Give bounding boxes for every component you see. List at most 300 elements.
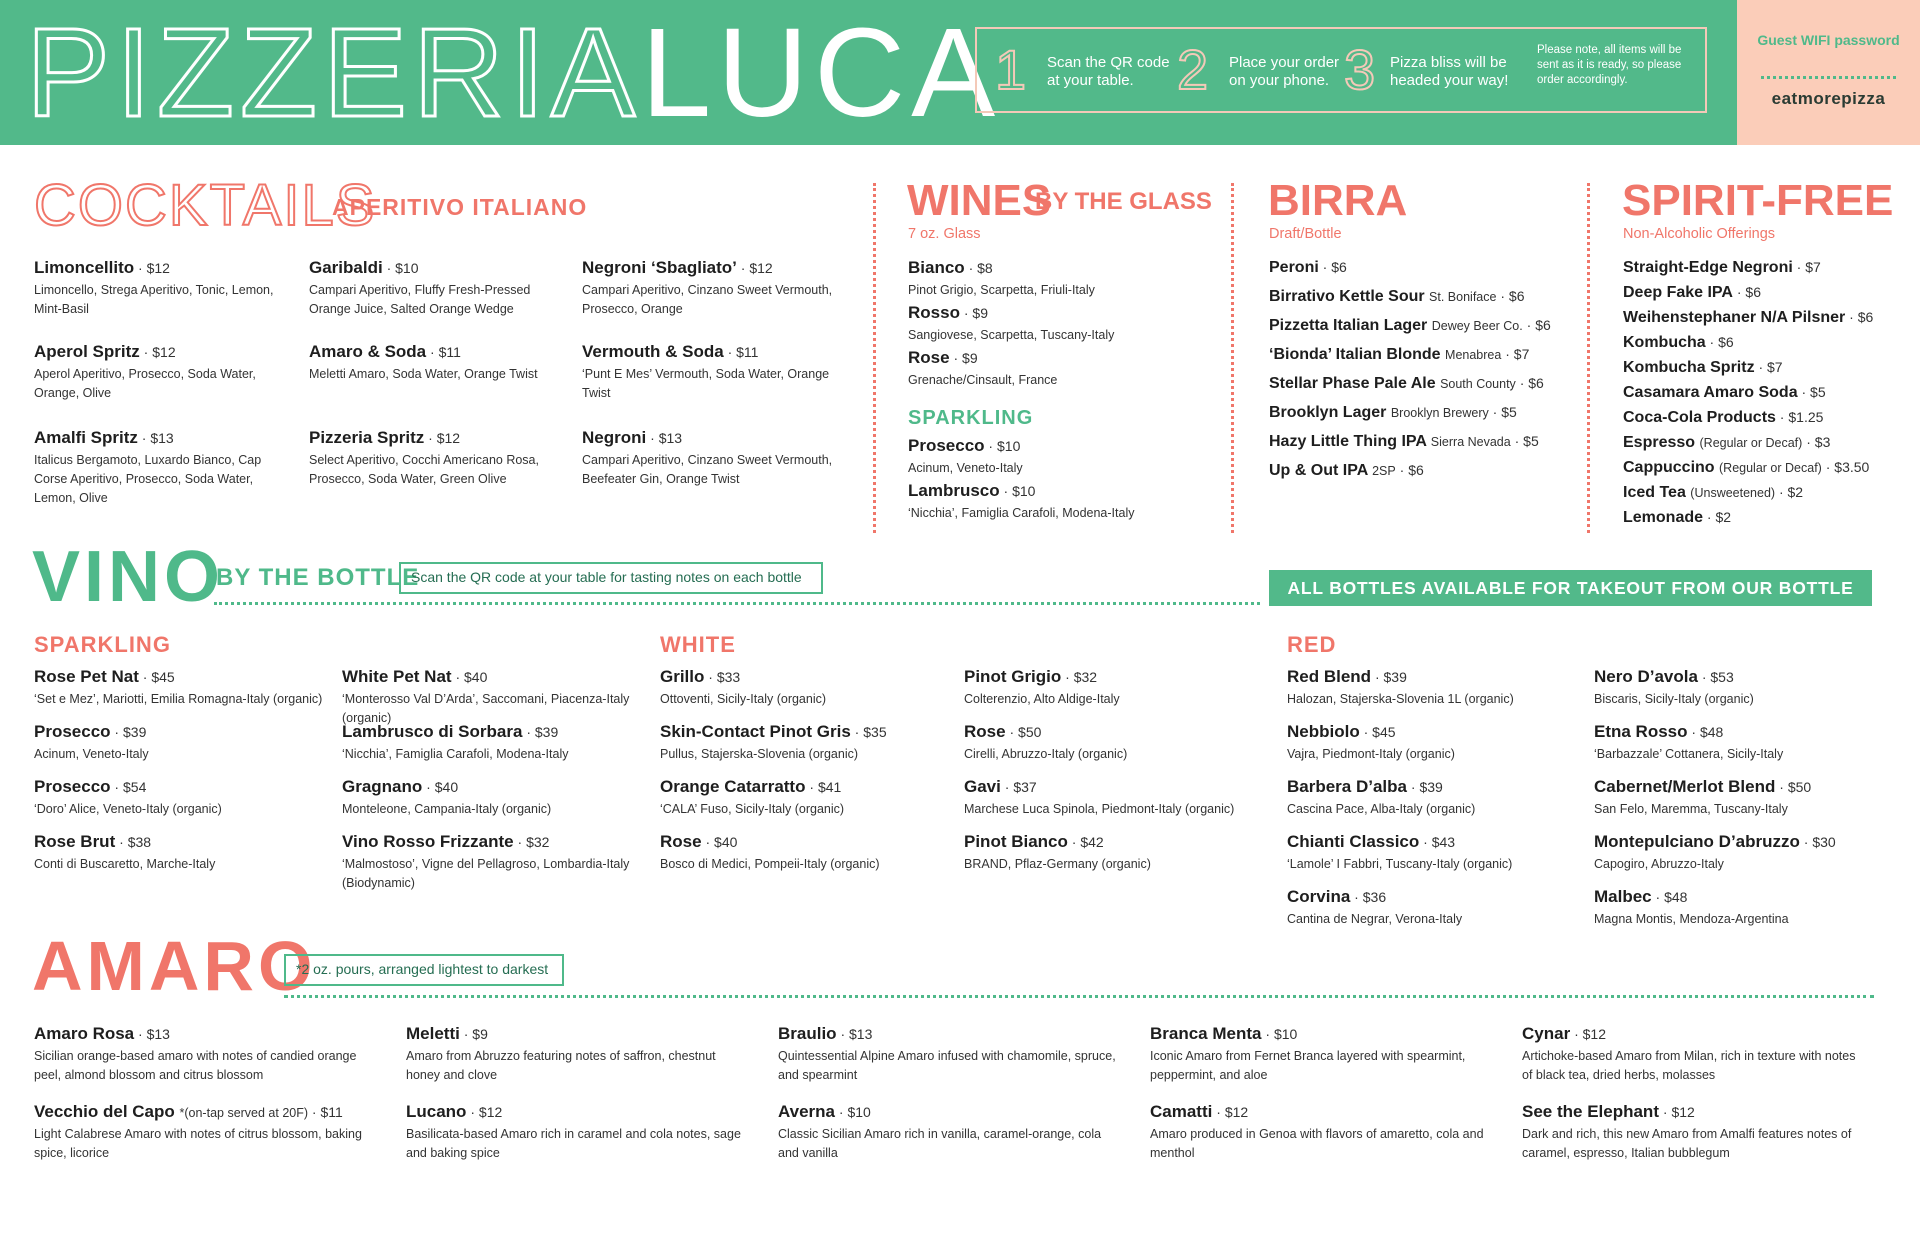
bottle-item bbox=[660, 777, 960, 819]
item-name: Rose bbox=[908, 348, 950, 367]
item-name-line bbox=[964, 777, 1264, 797]
price-separator: · bbox=[984, 438, 997, 454]
spirit-free-item bbox=[1623, 359, 1913, 377]
item-price: $40 bbox=[434, 779, 459, 795]
bottle-item bbox=[342, 722, 642, 764]
amaro-item bbox=[406, 1024, 746, 1085]
item-price: $6 bbox=[1331, 259, 1347, 275]
wine-sparkling-item bbox=[908, 436, 1228, 478]
item-name-line bbox=[1269, 317, 1579, 335]
amaro-item bbox=[1150, 1024, 1490, 1085]
item-name-line bbox=[1623, 509, 1913, 527]
item-name: Lambrusco bbox=[908, 481, 1000, 500]
price-separator: · bbox=[1775, 409, 1789, 425]
item-name: Braulio bbox=[778, 1024, 837, 1043]
amaro-item bbox=[34, 1024, 374, 1085]
item-price: $12 bbox=[152, 344, 176, 360]
amaro-note: *2 oz. pours, arranged lightest to darkest bbox=[284, 954, 564, 986]
price-separator: · bbox=[1651, 889, 1665, 905]
item-name-line bbox=[1623, 334, 1913, 352]
spirit-free-item bbox=[1623, 309, 1913, 327]
item-name: Birrativo Kettle Sour bbox=[1269, 288, 1425, 305]
item-description: Amaro produced in Genoa with flavors of amaretto, cola and menthol bbox=[1150, 1127, 1484, 1160]
item-name: Kombucha Spritz bbox=[1623, 359, 1755, 376]
item-name-line bbox=[1623, 434, 1913, 452]
item-name: Coca-Cola Products bbox=[1623, 409, 1776, 426]
price-separator: · bbox=[964, 260, 978, 276]
item-price: $33 bbox=[716, 669, 741, 685]
item-description: BRAND, Pflaz-Germany (organic) bbox=[964, 857, 1151, 871]
item-name-line bbox=[406, 1024, 746, 1044]
divider bbox=[284, 995, 1874, 998]
amaro-item bbox=[1522, 1102, 1862, 1163]
item-price: $1.25 bbox=[1788, 409, 1824, 425]
item-price: $12 bbox=[1224, 1104, 1249, 1120]
item-name: Iced Tea bbox=[1623, 484, 1686, 501]
item-price: $39 bbox=[1419, 779, 1443, 795]
wifi-password: eatmorepizza bbox=[1771, 89, 1886, 108]
item-description: Select Aperitivo, Cocchi Americano Rosa, Prosecco, Soda Water, Green Olive bbox=[309, 453, 539, 486]
bottle-item bbox=[1594, 887, 1894, 929]
price-separator: · bbox=[723, 344, 737, 360]
takeout-banner: ALL BOTTLES AVAILABLE FOR TAKEOUT FROM OUR BOTTLE SHOP bbox=[1269, 570, 1872, 606]
wines-sparkling-title: SPARKLING bbox=[908, 407, 1034, 429]
item-name-line bbox=[908, 258, 1228, 278]
price-separator: · bbox=[736, 260, 750, 276]
item-name: Cabernet/Merlot Blend bbox=[1594, 777, 1776, 796]
price-separator: · bbox=[134, 1026, 147, 1042]
item-name-line bbox=[34, 777, 334, 797]
item-name: Amalfi Spritz bbox=[34, 428, 138, 447]
item-name: Barbera D’alba bbox=[1287, 777, 1407, 796]
item-extra: (Regular or Decaf) bbox=[1699, 436, 1803, 450]
price-separator: · bbox=[1775, 484, 1788, 500]
cocktail-item bbox=[309, 258, 569, 319]
item-description: Campari Aperitivo, Cinzano Sweet Vermouth, Beefeater Gin, Orange Twist bbox=[582, 453, 833, 486]
price-separator: · bbox=[704, 669, 717, 685]
price-separator: · bbox=[1407, 779, 1420, 795]
amaro-item bbox=[1150, 1102, 1490, 1163]
item-name: Montepulciano D’abruzzo bbox=[1594, 832, 1800, 851]
price-separator: · bbox=[1658, 1104, 1672, 1120]
item-name: Gavi bbox=[964, 777, 1001, 796]
cocktail-item bbox=[582, 258, 842, 319]
item-name-line bbox=[1287, 777, 1587, 797]
item-description: ‘CALA’ Fuso, Sicily-Italy (organic) bbox=[660, 802, 845, 816]
bottle-item bbox=[342, 667, 642, 728]
item-description: Meletti Amaro, Soda Water, Orange Twist bbox=[309, 367, 538, 381]
item-name: Garibaldi bbox=[309, 258, 383, 277]
item-description: Monteleone, Campania-Italy (organic) bbox=[342, 802, 552, 816]
item-name-line bbox=[582, 428, 842, 448]
qr-note: Scan the QR code at your table for tasting notes on each bottle bbox=[399, 562, 823, 594]
bottle-item bbox=[964, 832, 1264, 874]
item-name-line bbox=[964, 832, 1264, 852]
price-separator: · bbox=[1792, 259, 1806, 275]
item-name: Etna Rosso bbox=[1594, 722, 1688, 741]
bottle-item bbox=[660, 832, 960, 874]
item-price: $48 bbox=[1699, 724, 1724, 740]
item-name: Red Blend bbox=[1287, 667, 1372, 686]
price-separator: · bbox=[1845, 309, 1858, 325]
item-name-line bbox=[964, 722, 1264, 742]
divider bbox=[873, 183, 876, 533]
item-name-line bbox=[34, 1024, 374, 1044]
bottle-item bbox=[34, 667, 334, 709]
price-separator: · bbox=[522, 724, 535, 740]
item-description: Iconic Amaro from Fernet Branca layered with spearmint, peppermint, and aloe bbox=[1150, 1049, 1466, 1082]
item-name: White Pet Nat bbox=[342, 667, 452, 686]
item-name-line bbox=[34, 428, 294, 448]
price-separator: · bbox=[1775, 779, 1788, 795]
item-name: Negroni bbox=[582, 428, 647, 447]
item-name-line bbox=[1269, 433, 1579, 451]
bottle-item bbox=[1287, 722, 1587, 764]
wine-sparkling-item bbox=[908, 481, 1228, 523]
item-name-line bbox=[1269, 259, 1579, 277]
item-name-line bbox=[660, 667, 960, 687]
item-description: Halozan, Stajerska-Slovenia 1L (organic) bbox=[1287, 692, 1514, 706]
item-extra: Brooklyn Brewery bbox=[1390, 406, 1489, 420]
item-name-line bbox=[34, 832, 334, 852]
item-name-line bbox=[1623, 409, 1913, 427]
step-number: 3 bbox=[1344, 38, 1376, 101]
item-price: $2 bbox=[1715, 509, 1732, 525]
item-name: Branca Menta bbox=[1150, 1024, 1262, 1043]
price-separator: · bbox=[308, 1104, 321, 1120]
bottle-item bbox=[660, 667, 960, 709]
item-name: Prosecco bbox=[908, 436, 985, 455]
item-price: $3 bbox=[1814, 434, 1831, 450]
item-name: Rose bbox=[660, 832, 702, 851]
item-price: $39 bbox=[123, 724, 147, 740]
item-description: Pullus, Stajerska-Slovenia (organic) bbox=[660, 747, 859, 761]
item-price: $12 bbox=[749, 260, 773, 276]
price-separator: · bbox=[835, 1104, 848, 1120]
item-name: Chianti Classico bbox=[1287, 832, 1420, 851]
item-name: Stellar Phase Pale Ale bbox=[1269, 375, 1436, 392]
item-name: Vecchio del Capo bbox=[34, 1102, 175, 1121]
item-description: Amaro from Abruzzo featuring notes of saffron, chestnut honey and clove bbox=[406, 1049, 716, 1082]
cocktail-item bbox=[34, 428, 294, 508]
item-name-line bbox=[1623, 459, 1913, 477]
item-price: $45 bbox=[1372, 724, 1396, 740]
item-name-line bbox=[908, 348, 1228, 368]
divider bbox=[1231, 183, 1234, 533]
price-separator: · bbox=[1005, 724, 1019, 740]
spirit-free-item bbox=[1623, 259, 1913, 277]
item-name: Limoncellito bbox=[34, 258, 135, 277]
item-name-line bbox=[1623, 259, 1913, 277]
spirit-free-item bbox=[1623, 484, 1913, 502]
cocktail-item bbox=[582, 428, 842, 489]
item-name: Grillo bbox=[660, 667, 705, 686]
bottle-item bbox=[1287, 667, 1587, 709]
item-description: Marchese Luca Spinola, Piedmont-Italy (organic) bbox=[964, 802, 1235, 816]
item-description: Magna Montis, Mendoza-Argentina bbox=[1594, 912, 1789, 926]
item-price: $7 bbox=[1767, 359, 1783, 375]
price-separator: · bbox=[949, 350, 963, 366]
price-separator: · bbox=[999, 483, 1013, 499]
item-price: $10 bbox=[1012, 483, 1036, 499]
price-separator: · bbox=[1705, 334, 1719, 350]
price-separator: · bbox=[1570, 1026, 1583, 1042]
item-price: $37 bbox=[1013, 779, 1037, 795]
item-name-line bbox=[342, 832, 642, 852]
price-separator: · bbox=[1510, 433, 1524, 449]
item-name: Vino Rosso Frizzante bbox=[342, 832, 514, 851]
spirit-free-title: SPIRIT-FREE bbox=[1622, 176, 1894, 225]
logo bbox=[26, 2, 1002, 143]
item-name-line bbox=[1269, 404, 1579, 422]
cocktails-title: COCKTAILS bbox=[34, 173, 377, 238]
item-description: Ottoventi, Sicily-Italy (organic) bbox=[660, 692, 827, 706]
item-description: Cantina de Negrar, Verona-Italy bbox=[1287, 912, 1463, 926]
item-price: $6 bbox=[1857, 309, 1874, 325]
item-name: Skin-Contact Pinot Gris bbox=[660, 722, 851, 741]
item-price: $8 bbox=[977, 260, 993, 276]
price-separator: · bbox=[426, 344, 439, 360]
item-name: Up & Out IPA bbox=[1269, 462, 1368, 479]
item-name: Espresso bbox=[1623, 434, 1696, 451]
item-price: $39 bbox=[1383, 669, 1407, 685]
item-description: Limoncello, Strega Aperitivo, Tonic, Lemon, Mint-Basil bbox=[34, 283, 274, 316]
item-description: Biscaris, Sicily-Italy (organic) bbox=[1594, 692, 1754, 706]
item-price: $12 bbox=[478, 1104, 503, 1120]
item-name-line bbox=[1522, 1024, 1862, 1044]
bottle-item bbox=[1594, 722, 1894, 764]
beer-item bbox=[1269, 346, 1579, 364]
item-name: Camatti bbox=[1150, 1102, 1213, 1121]
spirit-free-item bbox=[1623, 284, 1913, 302]
item-name: Pinot Grigio bbox=[964, 667, 1062, 686]
amaro-item bbox=[34, 1102, 374, 1163]
vino-title: VINO bbox=[32, 537, 225, 617]
price-separator: · bbox=[1359, 724, 1373, 740]
item-description: San Felo, Maremma, Tuscany-Italy bbox=[1594, 802, 1788, 816]
wine-glass-item bbox=[908, 348, 1228, 390]
item-name: Rose Pet Nat bbox=[34, 667, 139, 686]
item-name-line bbox=[1269, 462, 1579, 480]
item-name: Negroni ‘Sbagliato’ bbox=[582, 258, 737, 277]
item-description: Campari Aperitivo, Cinzano Sweet Vermouth, Prosecco, Orange bbox=[582, 283, 833, 316]
price-separator: · bbox=[805, 779, 818, 795]
item-description: Quintessential Alpine Amaro infused with chamomile, spruce, and spearmint bbox=[778, 1049, 1116, 1082]
price-separator: · bbox=[1802, 434, 1815, 450]
item-price: $48 bbox=[1664, 889, 1688, 905]
item-description: Artichoke-based Amaro from Milan, rich in texture with notes of black tea, dried herbs, molasses bbox=[1522, 1049, 1856, 1082]
beer-item bbox=[1269, 404, 1579, 422]
item-price: $53 bbox=[1710, 669, 1734, 685]
item-name-line bbox=[1269, 346, 1579, 364]
price-separator: · bbox=[1212, 1104, 1225, 1120]
item-price: $13 bbox=[150, 430, 174, 446]
item-price: $10 bbox=[1273, 1026, 1298, 1042]
beer-item bbox=[1269, 375, 1579, 393]
price-separator: · bbox=[1732, 284, 1746, 300]
item-price: $13 bbox=[658, 430, 683, 446]
item-price: $3.50 bbox=[1834, 459, 1870, 475]
item-description: ‘Lamole’ I Fabbri, Tuscany-Italy (organic) bbox=[1287, 857, 1513, 871]
spirit-free-item bbox=[1623, 509, 1913, 527]
item-extra: (Regular or Decaf) bbox=[1719, 461, 1822, 475]
spirit-free-item bbox=[1623, 334, 1913, 352]
price-separator: · bbox=[1515, 375, 1529, 391]
wines-note: 7 oz. Glass bbox=[908, 226, 981, 242]
item-description: Acinum, Veneto-Italy bbox=[908, 461, 1023, 475]
item-name-line bbox=[1287, 887, 1587, 907]
item-price: $36 bbox=[1362, 889, 1387, 905]
beer-item bbox=[1269, 462, 1579, 480]
item-price: $12 bbox=[146, 260, 170, 276]
price-separator: · bbox=[424, 430, 437, 446]
item-price: $50 bbox=[1787, 779, 1812, 795]
order-note: Please note, all items will be sent as it is ready, so please order accordingly. bbox=[1537, 44, 1682, 86]
bottle-item bbox=[1594, 667, 1894, 709]
price-separator: · bbox=[1687, 724, 1700, 740]
wines-title: WINES bbox=[907, 176, 1052, 225]
price-separator: · bbox=[1067, 834, 1081, 850]
item-name: Pizzeria Spritz bbox=[309, 428, 425, 447]
item-name-line bbox=[342, 722, 642, 742]
spirit-free-item bbox=[1623, 434, 1913, 452]
bottle-sparkling-title: SPARKLING bbox=[34, 632, 171, 657]
bottle-item bbox=[34, 777, 334, 819]
item-name-line bbox=[1150, 1024, 1490, 1044]
item-description: ‘Punt E Mes’ Vermouth, Soda Water, Orange Twist bbox=[582, 367, 830, 400]
item-name: Hazy Little Thing IPA bbox=[1269, 433, 1427, 450]
bottle-red-title: RED bbox=[1287, 632, 1337, 657]
item-price: $6 bbox=[1528, 375, 1544, 391]
item-price: $5 bbox=[1810, 384, 1826, 400]
item-name: Lucano bbox=[406, 1102, 467, 1121]
price-separator: · bbox=[1821, 459, 1835, 475]
item-name: Corvina bbox=[1287, 887, 1351, 906]
spirit-free-item bbox=[1623, 384, 1913, 402]
item-name-line bbox=[1594, 832, 1894, 852]
birra-note: Draft/Bottle bbox=[1269, 226, 1342, 242]
price-separator: · bbox=[1797, 384, 1811, 400]
item-name-line bbox=[34, 1102, 374, 1122]
price-separator: · bbox=[513, 834, 527, 850]
bottle-item bbox=[1594, 777, 1894, 819]
item-price: $13 bbox=[146, 1026, 170, 1042]
bottle-item bbox=[964, 667, 1264, 709]
item-description: Conti di Buscaretto, Marche-Italy bbox=[34, 857, 216, 871]
item-description: ‘Monterosso Val D’Arda’, Saccomani, Piacenza-Italy (organic) bbox=[342, 692, 630, 725]
amaro-item bbox=[778, 1102, 1118, 1163]
item-price: $54 bbox=[123, 779, 147, 795]
price-separator: · bbox=[1697, 669, 1711, 685]
item-price: $35 bbox=[863, 724, 887, 740]
item-price: $40 bbox=[714, 834, 738, 850]
item-price: $11 bbox=[320, 1104, 343, 1120]
item-name-line bbox=[1623, 384, 1913, 402]
cocktails-subtitle: APERITIVO ITALIANO bbox=[332, 194, 588, 220]
amaro-title: AMARO bbox=[32, 927, 317, 1005]
item-extra: Dewey Beer Co. bbox=[1431, 319, 1523, 333]
price-separator: · bbox=[701, 834, 715, 850]
item-description: Vajra, Piedmont-Italy (organic) bbox=[1287, 747, 1455, 761]
price-separator: · bbox=[1061, 669, 1074, 685]
cocktail-item bbox=[309, 428, 569, 489]
item-description: Sangiovese, Scarpetta, Tuscany-Italy bbox=[908, 328, 1115, 342]
item-name-line bbox=[1269, 288, 1579, 306]
item-name-line bbox=[1269, 375, 1579, 393]
amaro-item bbox=[406, 1102, 746, 1163]
item-price: $9 bbox=[472, 1026, 488, 1042]
item-name: Nero D’avola bbox=[1594, 667, 1698, 686]
item-price: $10 bbox=[997, 438, 1021, 454]
item-price: $45 bbox=[151, 669, 175, 685]
item-name-line bbox=[406, 1102, 746, 1122]
beer-item bbox=[1269, 317, 1579, 335]
price-separator: · bbox=[1000, 779, 1014, 795]
item-extra: (Unsweetened) bbox=[1690, 486, 1776, 500]
price-separator: · bbox=[1496, 288, 1509, 304]
amaro-item bbox=[1522, 1024, 1862, 1085]
item-price: $2 bbox=[1787, 484, 1804, 500]
cocktail-item bbox=[309, 342, 569, 384]
item-description: Pinot Grigio, Scarpetta, Friuli-Italy bbox=[908, 283, 1095, 297]
item-price: $12 bbox=[436, 430, 461, 446]
item-name: Straight-Edge Negroni bbox=[1623, 259, 1793, 276]
wifi-panel bbox=[1737, 0, 1920, 145]
divider bbox=[1761, 76, 1896, 79]
beer-item bbox=[1269, 259, 1579, 277]
step-number: 2 bbox=[1177, 38, 1209, 101]
price-separator: · bbox=[1799, 834, 1813, 850]
item-name: Pizzetta Italian Lager bbox=[1269, 317, 1428, 334]
item-name-line bbox=[1594, 667, 1894, 687]
item-price: $9 bbox=[962, 350, 978, 366]
price-separator: · bbox=[1501, 346, 1514, 362]
item-name-line bbox=[309, 258, 569, 278]
item-extra: Menabrea bbox=[1445, 348, 1502, 362]
item-extra: St. Boniface bbox=[1429, 290, 1497, 304]
bottle-item bbox=[1287, 887, 1587, 929]
item-name-line bbox=[34, 667, 334, 687]
price-separator: · bbox=[1419, 834, 1432, 850]
item-name: Deep Fake IPA bbox=[1623, 284, 1733, 301]
price-separator: · bbox=[1488, 404, 1502, 420]
item-description: Dark and rich, this new Amaro from Amalfi features notes of caramel, espresso, Italian bubblegum bbox=[1522, 1127, 1852, 1160]
price-separator: · bbox=[1754, 359, 1768, 375]
item-name: Rosso bbox=[908, 303, 960, 322]
item-description: ‘Set e Mez’, Mariotti, Emilia Romagna-Italy (organic) bbox=[34, 692, 323, 706]
beer-item bbox=[1269, 433, 1579, 451]
price-separator: · bbox=[1350, 889, 1363, 905]
price-separator: · bbox=[1703, 509, 1716, 525]
item-price: $43 bbox=[1431, 834, 1456, 850]
price-separator: · bbox=[1371, 669, 1384, 685]
item-name: Prosecco bbox=[34, 722, 111, 741]
price-separator: · bbox=[138, 669, 152, 685]
wine-glass-item bbox=[908, 258, 1228, 300]
price-separator: · bbox=[139, 344, 153, 360]
item-description: Cirelli, Abruzzo-Italy (organic) bbox=[964, 747, 1128, 761]
item-name: See the Elephant bbox=[1522, 1102, 1659, 1121]
item-name-line bbox=[660, 777, 960, 797]
item-price: $10 bbox=[847, 1104, 871, 1120]
item-name-line bbox=[1287, 722, 1587, 742]
item-name-line bbox=[34, 342, 294, 362]
item-extra: 2SP bbox=[1372, 464, 1396, 478]
item-name: Weihenstephaner N/A Pilsner bbox=[1623, 309, 1846, 326]
bottle-item bbox=[1287, 777, 1587, 819]
item-price: $50 bbox=[1018, 724, 1042, 740]
item-name-line bbox=[778, 1102, 1118, 1122]
